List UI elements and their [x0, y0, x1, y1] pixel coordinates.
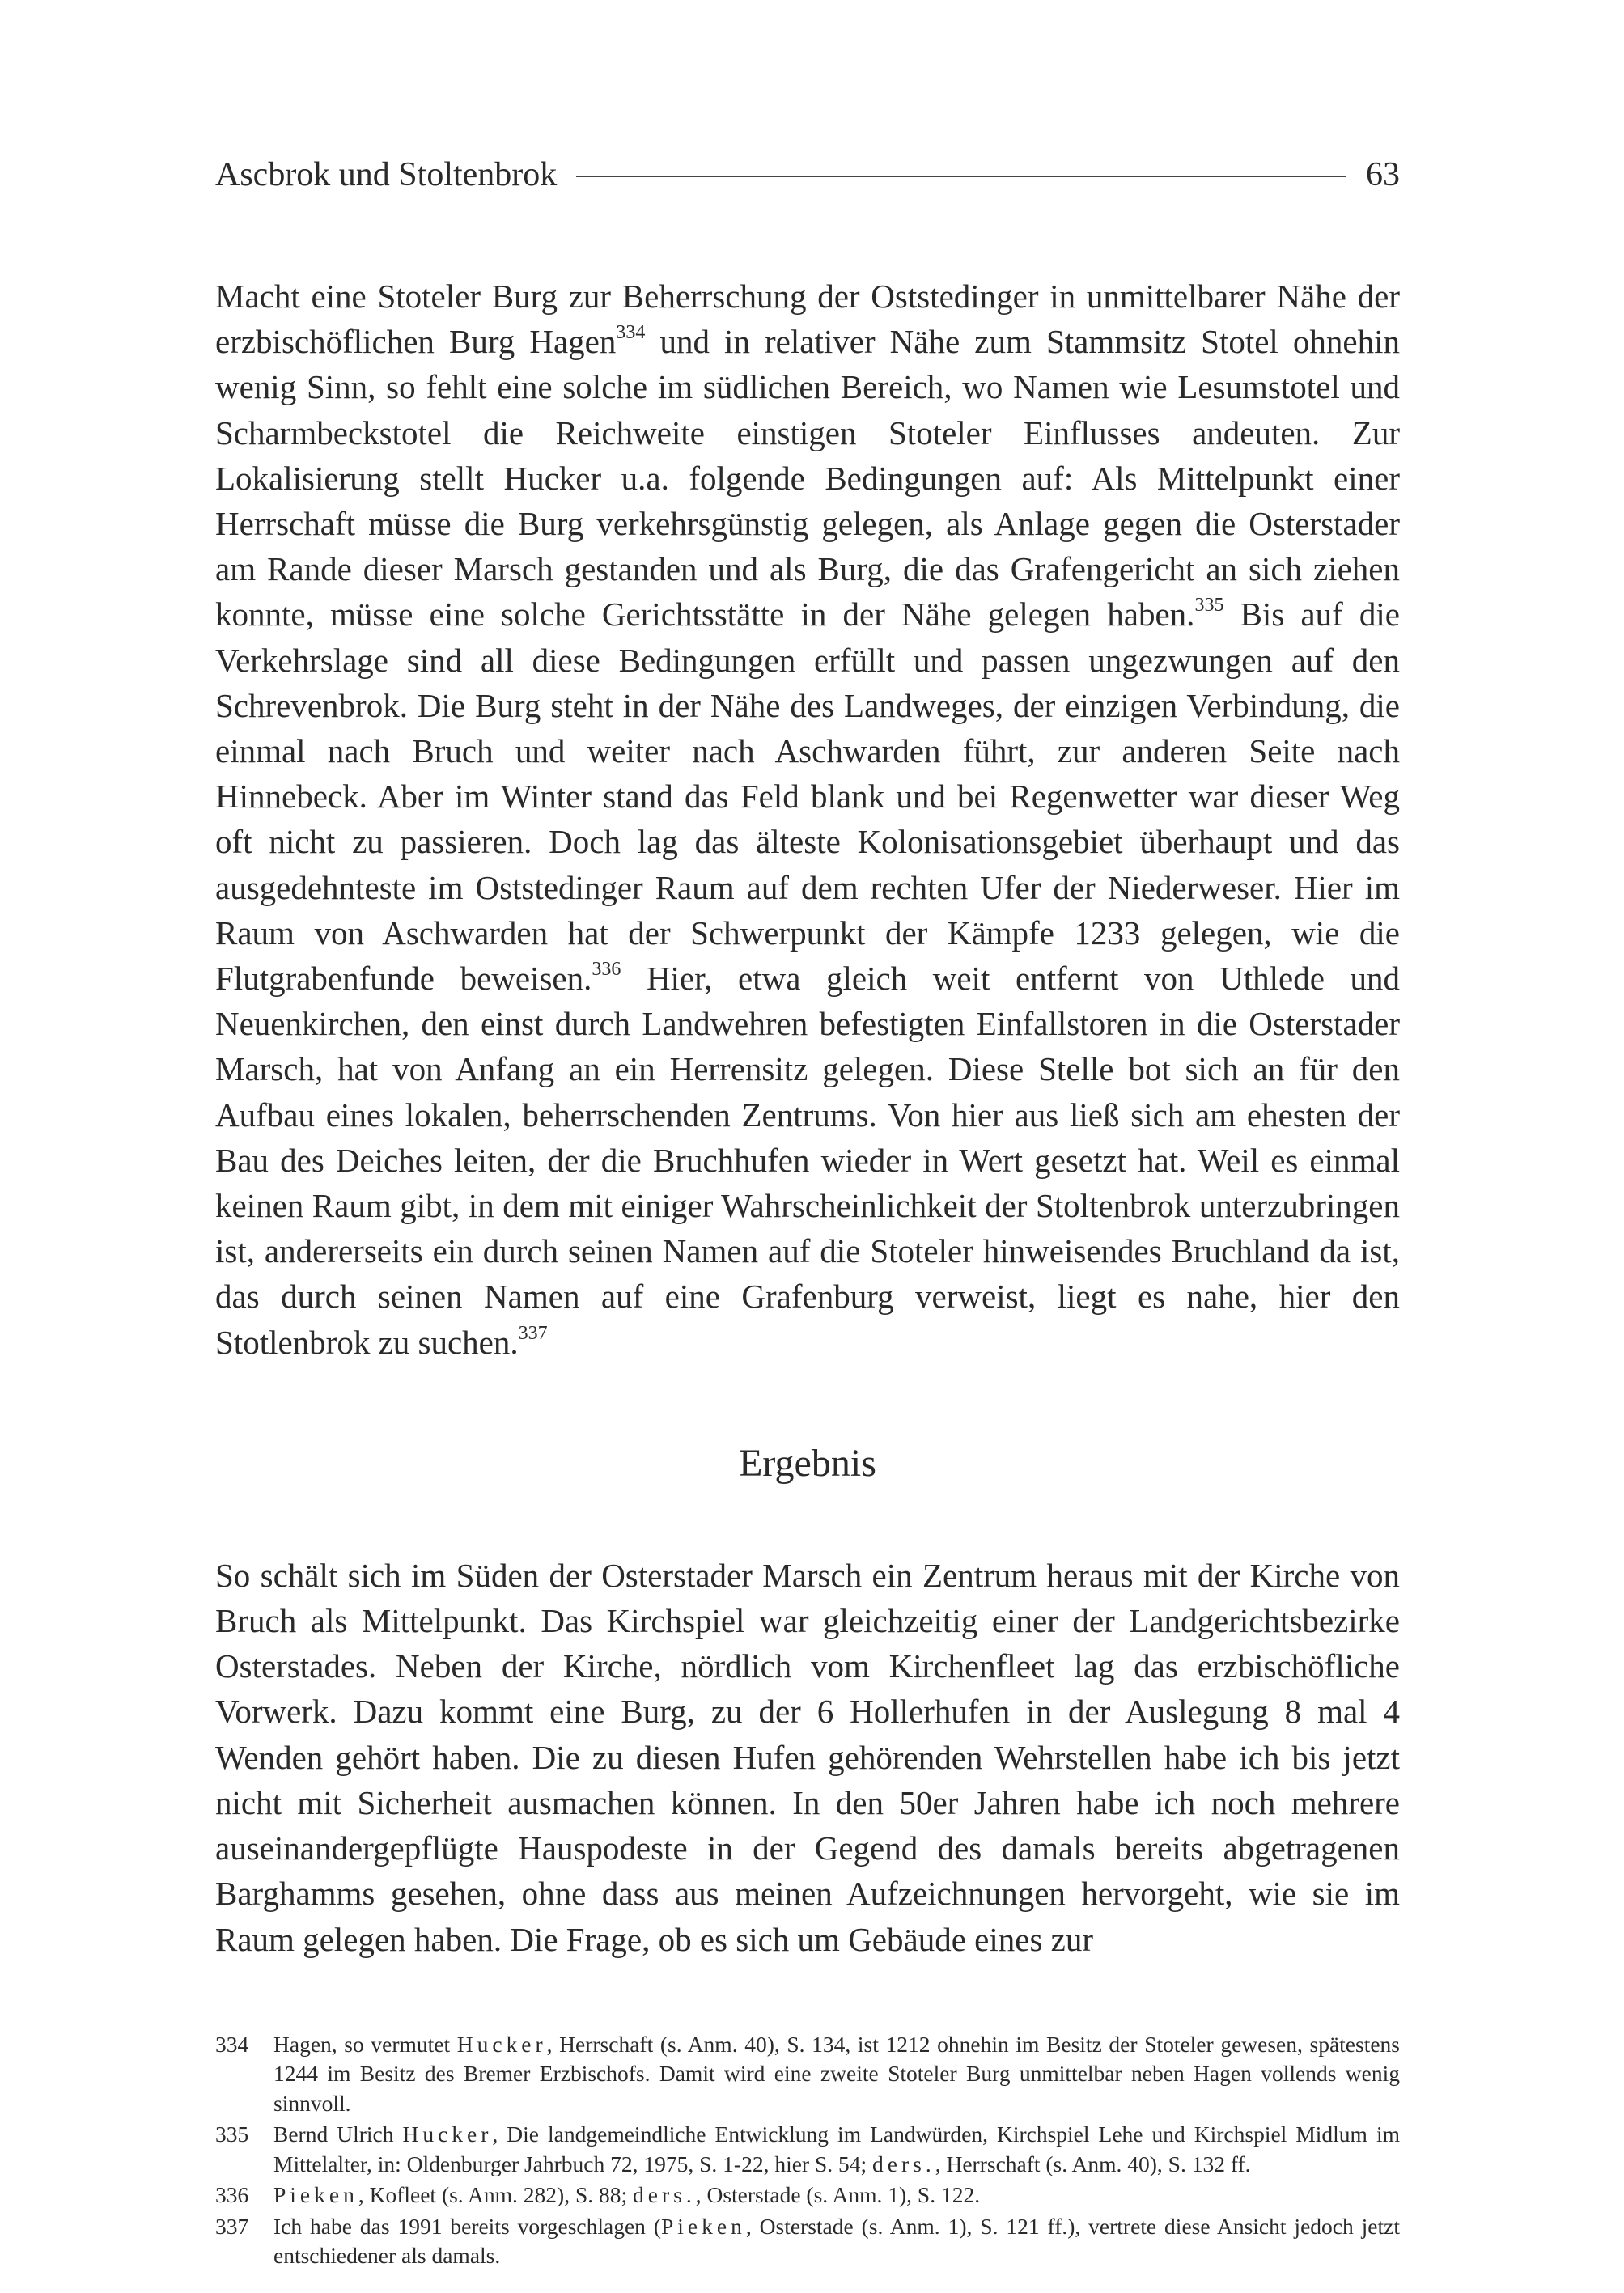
running-head	[215, 154, 1400, 196]
footnote-text-part: Bernd Ulrich	[273, 2121, 403, 2147]
section-heading: Ergebnis	[739, 1441, 876, 1485]
footnote-number: 335	[215, 2121, 249, 2147]
ibid-marker: ders.	[872, 2151, 935, 2176]
author-name: Hucker	[456, 2031, 547, 2057]
footnote-text	[273, 2181, 1400, 2210]
header-rule	[576, 176, 1346, 177]
footnote-text	[273, 2212, 1400, 2271]
footnote-text-part: , Kofleet (s. Anm. 282), S. 88;	[358, 2182, 634, 2208]
paragraph-2: So schält sich im Süden der Osterstader Marsch ein Zentrum heraus mit der Kirche von Bruch als Mittelpunkt. Das Kirchspiel war gleichzeitig einer der Landgerichtsbezirke Osterstades. Neben der Kirche, nördlich vom Kirchenfleet lag das erzbischöfliche Vorwerk. Dazu kommt eine Burg, zu der 6 Hollerhufen in der Auslegung 8 mal 4 Wenden gehört haben. Die zu diesen Hufen gehörenden Wehrstellen habe ich bis jetzt nicht mit Sicherheit ausmachen können. In den 50er Jahren habe ich noch mehrere auseinandergepflügte Hauspodeste in der Gegend des damals bereits abgetragenen Barghamms gesehen, ohne dass aus meinen Aufzeichnungen hervorgeht, wie sie im Raum gelegen haben. Die Frage, ob es sich um Gebäude eines zur	[215, 1556, 1400, 1958]
footnotes	[215, 2030, 1400, 2271]
ibid-marker: ders.	[633, 2182, 696, 2208]
page-number: 63	[1366, 156, 1400, 193]
footnote-text-part: , Herrschaft (s. Anm. 40), S. 134, ist 1212 ohnehin im Besitz der Stoteler gewesen, spätestens 1244 im Besitz des Bremer Erzbischofs. Damit wird eine zweite Stoteler Burg unmittelbar neben Hagen vollends wenig sinnvoll.	[273, 2031, 1401, 2116]
paragraph-1-part-4: Hier, etwa gleich weit entfernt von Uthlede und Neuenkirchen, den einst durch Landwehren befestigten Einfallstoren in die Osterstader Marsch, hat von Anfang an ein Herrensitz gelegen. Diese Stelle bot sich an für den Aufbau eines lokalen, beherrschenden Zentrums. Von hier aus ließ sich am ehesten der Bau des Deiches leiten, der die Bruchhufen wieder in Wert gesetzt hat. Weil es einmal keinen Raum gibt, in dem mit einiger Wahrscheinlichkeit der Stoltenbrok unterzubringen ist, andererseits ein durch seinen Namen auf die Stoteler hinweisendes Bruchland da ist, das durch seinen Namen auf eine Grafenburg verweist, liegt es nahe, hier den Stotlenbrok zu suchen.	[215, 960, 1400, 1361]
paragraph-1	[215, 273, 1400, 1365]
footnote-text	[273, 2120, 1400, 2179]
footnote-ref-336: 336	[592, 959, 621, 981]
footnote-ref-334: 334	[616, 322, 646, 344]
author-name: Hucker	[402, 2121, 493, 2147]
footnote-text-part: Hagen, so vermutet	[273, 2031, 457, 2057]
paragraph-1-part-2: und in relativer Nähe zum Stammsitz Stotel ohnehin wenig Sinn, so fehlt eine solche im südlichen Bereich, wo Namen wie Lesumstotel und Scharmbeckstotel die Reichweite einstigen Stoteler Einflusses andeuten. Zur Lokalisierung stellt Hucker u.a. folgende Bedingungen auf: Als Mittelpunkt einer Herrschaft müsse die Burg verkehrsgünstig gelegen, als Anlage gegen die Osterstader am Rande dieser Marsch gestanden und als Burg, die das Grafengericht an sich ziehen konnte, müsse eine solche Gerichtsstätte in der Nähe gelegen haben.	[215, 323, 1400, 634]
footnote-text-part: , Die landgemeindliche Entwicklung im Landwürden, Kirchspiel Lehe und Kirchspiel Midlum im Mittelalter, in: Oldenburger Jahrbuch 72, 1975, S. 1-22, hier S. 54;	[273, 2121, 1400, 2176]
footnote-text-part: , Osterstade (s. Anm. 1), S. 122.	[695, 2182, 981, 2208]
author-name: Pieken	[273, 2182, 358, 2208]
footnote-337	[215, 2212, 1400, 2271]
paragraph-1-part-1: Macht eine Stoteler Burg zur Beherrschung der Oststedinger in unmittelbarer Nähe der erzbischöflichen Burg Hagen	[215, 278, 1400, 361]
author-name: Pieken	[661, 2213, 746, 2239]
footnote-335	[215, 2120, 1400, 2179]
footnote-number: 334	[215, 2031, 249, 2057]
footnote-number: 336	[215, 2182, 249, 2208]
footnote-text-part: , Osterstade (s. Anm. 1), S. 121 ff.), vertrete diese Ansicht jedoch jetzt entschiedener als damals.	[273, 2213, 1400, 2269]
footnote-text-part: Ich habe das 1991 bereits vorgeschlagen (	[273, 2213, 661, 2239]
footnote-text-part: , Herrschaft (s. Anm. 40), S. 132 ff.	[935, 2151, 1251, 2176]
paragraph-1-part-3: Bis auf die Verkehrslage sind all diese Bedingungen erfüllt und passen ungezwungen auf den Schrevenbrok. Die Burg steht in der Nähe des Landweges, der einzigen Verbindung, die einmal nach Bruch und weiter nach Aschwarden führt, zur anderen Seite nach Hinnebeck. Aber im Winter stand das Feld blank und bei Regenwetter war dieser Weg oft nicht zu passieren. Doch lag das älteste Kolonisationsgebiet überhaupt und das ausgedehnteste im Oststedinger Raum auf dem rechten Ufer der Niederweser. Hier im Raum von Aschwarden hat der Schwerpunkt der Kämpfe 1233 gelegen, wie die Flutgrabenfunde beweisen.	[215, 596, 1400, 998]
body-text	[215, 273, 1400, 1962]
running-head-title: Ascbrok und Stoltenbrok	[215, 156, 558, 193]
footnote-number: 337	[215, 2213, 249, 2239]
book-page	[215, 154, 1400, 2273]
footnote-336	[215, 2181, 1400, 2210]
footnote-334	[215, 2030, 1400, 2119]
footnote-ref-337: 337	[518, 1322, 548, 1344]
footnote-ref-335: 335	[1194, 595, 1224, 617]
footnote-text	[273, 2030, 1400, 2119]
